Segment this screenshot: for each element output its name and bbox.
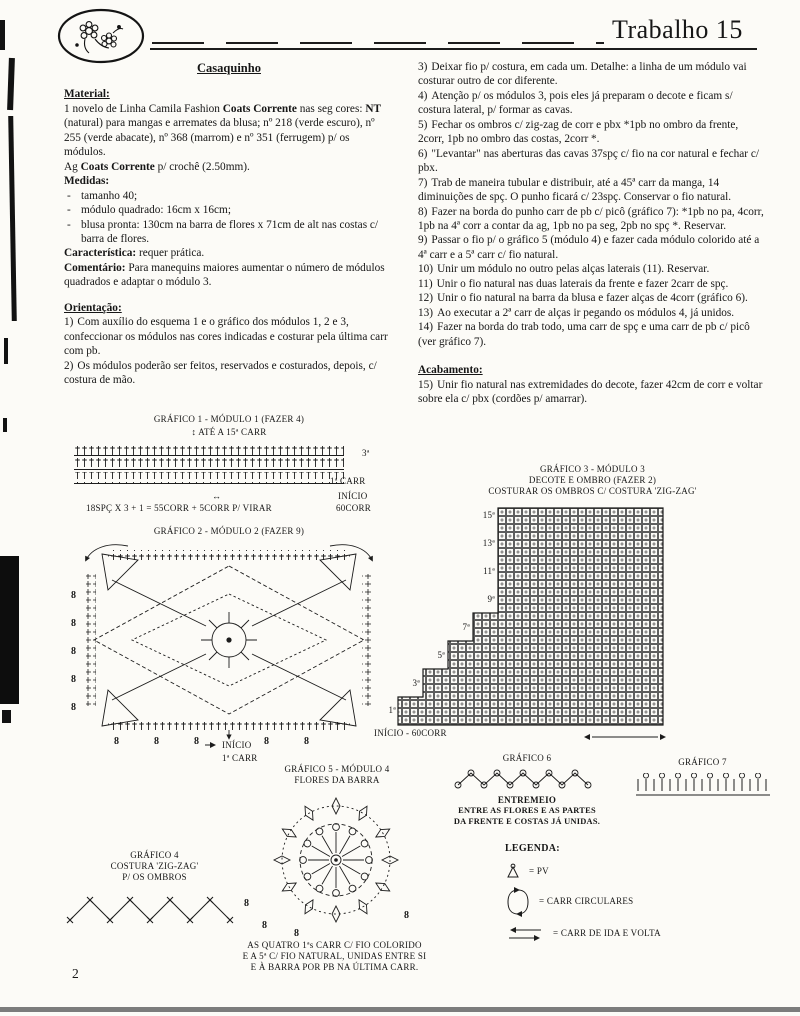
header-rule: [150, 48, 757, 50]
item-text: Unir fio natural nas extremidades do decote, fazer 42cm de corr e voltar sobre ela c/ pbx (cordões p/ amarrar).: [418, 378, 763, 405]
stitch-symbol: 8: [71, 618, 76, 629]
item-text: Trab de maneira tubular e distribuir, até a 45ª carr da manga, 14 diminuições de spç. O punho ficará c/ 23spç. Conservar o fio natural.: [418, 176, 732, 204]
stitch-symbol: 8: [71, 674, 76, 685]
pv-symbol-icon: [505, 863, 521, 880]
grafico1-chain-label: 60CORR: [336, 503, 372, 513]
instruction-item: [418, 306, 766, 320]
item-text: Fazer na borda do trab todo, uma carr de spç e uma carr de pb c/ picô (ver gráfico 7).: [418, 321, 750, 348]
left-column: [64, 60, 394, 388]
item-text: Unir o fio natural nas duas laterais da frente e fazer 2carr de spç.: [436, 277, 729, 290]
legenda-row-circular: [505, 885, 755, 919]
dash-bullet: -: [67, 204, 71, 217]
hook-paragraph: [64, 160, 394, 174]
legenda-heading: LEGENDA:: [505, 843, 560, 854]
grafico5-caption3: E À BARRA POR PB NA ÚLTIMA CARR.: [250, 961, 419, 972]
right-arrow-icon: [204, 741, 218, 749]
stitch-symbol: 8: [154, 736, 159, 746]
medidas-item: [64, 218, 394, 247]
grafico2-inicio: [204, 740, 252, 751]
item-number: 2): [64, 359, 74, 372]
medidas-text: blusa pronta: 130cm na barra de flores x 71cm de alt nas costas c/ barra de flores.: [81, 218, 379, 245]
scan-artifact: [0, 20, 5, 50]
page-number: 2: [72, 966, 79, 981]
grafico2-inicio-text: INÍCIO: [222, 740, 252, 750]
stitch-symbol: 8: [304, 736, 309, 746]
scan-artifact: [7, 58, 15, 110]
scan-artifact: [2, 710, 11, 723]
item-number: 15): [418, 378, 434, 391]
text-run: nas seg cores:: [296, 102, 366, 115]
grafico5-title: [252, 764, 422, 786]
grafico6-caption3: DA FRENTE E COSTAS JÁ UNIDAS.: [453, 816, 601, 826]
stitch-symbol: 8: [194, 736, 199, 746]
grafico5-caption1: AS QUATRO 1ªs CARR C/ FIO COLORIDO: [247, 940, 422, 950]
stitch-symbol: 8: [114, 736, 119, 746]
legenda-pv-text: = PV: [529, 865, 549, 876]
grafico6-caption1: ENTREMEIO: [497, 794, 557, 805]
grafico2: [62, 526, 396, 772]
dash-bullet: -: [67, 218, 71, 231]
item-number: 7): [418, 176, 428, 189]
item-text: Passar o fio p/ o gráfico 5 (módulo 4) e fazer cada módulo colorido até a 4ª carr e a 5ª carr c/ fio natural.: [418, 234, 760, 261]
grafico4-line2: COSTURA 'ZIG-ZAG': [110, 860, 199, 871]
grafico3-row-label: 15ª: [482, 510, 495, 520]
grafico3-inicio-label: INÍCIO - 60CORR: [374, 728, 447, 738]
item-number: 9): [418, 234, 428, 247]
grafico5-chart: [238, 788, 434, 938]
material-paragraph: [64, 102, 394, 160]
item-number: 4): [418, 89, 428, 102]
stitch-symbol: 8: [71, 646, 76, 657]
right-column: [418, 60, 766, 406]
instruction-item: [418, 277, 766, 291]
stitch-symbol: 8: [404, 910, 409, 921]
article-title: Casaquinho: [197, 61, 261, 75]
orientacao-heading: Orientação:: [64, 301, 122, 314]
stitch-symbol: 8: [264, 736, 269, 746]
medidas-item: [64, 203, 394, 217]
comentario-text: Para manequins maiores aumentar o número de módulos quadrados e adaptar o módulo 3.: [64, 261, 385, 289]
medidas-item: [64, 189, 394, 203]
back-and-forth-rows-icon: [505, 926, 545, 942]
instruction-item: [418, 291, 766, 305]
caracteristica-text: requer prática.: [136, 247, 205, 260]
comentario-line: [64, 261, 394, 290]
scan-bottom-edge: [0, 1007, 800, 1012]
instruction-item: [64, 359, 394, 388]
instruction-item: [418, 205, 766, 234]
grafico1-title: GRÁFICO 1 - MÓDULO 1 (FAZER 4): [153, 414, 305, 424]
grafico2-chart: [68, 540, 390, 746]
material-heading: Material:: [64, 88, 110, 101]
item-number: 10): [418, 263, 434, 276]
grafico1-row1-label: 1ª CARR: [330, 476, 366, 486]
grafico4-line3: P/ OS OMBROS: [122, 871, 187, 882]
item-text: Fazer na borda do punho carr de pb c/ picô (gráfico 7): *1pb no pa, 4corr, 1pb na 4ª corr a contar da ag, 1pb no pa seg, 2pb no spç *. Reservar.: [418, 205, 764, 232]
caracteristica-label: Característica:: [64, 247, 137, 260]
item-text: Unir um módulo no outro pelas alças laterais (11). Reservar.: [437, 263, 710, 276]
grafico1-formula: 18SPÇ X 3 + 1 = 55CORR + 5CORR P/ VIRAR: [86, 503, 272, 513]
item-text: Atenção p/ os módulos 3, pois eles já preparam o decote e ficam s/ costura lateral, p/ formar as cavas.: [418, 89, 733, 117]
grafico6-caption2: ENTRE AS FLORES E AS PARTES: [458, 806, 596, 816]
dash-bullet: -: [67, 189, 71, 202]
item-number: 13): [418, 306, 434, 319]
grafico3-title1: GRÁFICO 3 - MÓDULO 3: [539, 464, 645, 474]
scan-artifact: [4, 338, 8, 364]
caracteristica-line: [64, 246, 394, 260]
item-number: 3): [418, 61, 428, 73]
grafico7: [630, 757, 775, 801]
publisher-logo: [55, 7, 147, 65]
item-text: Fechar os ombros c/ zig-zag de corr e pbx *1pb no ombro da frente, 2corr, 1pb no ombro das costas, 2corr *.: [418, 118, 739, 146]
item-number: 1): [64, 316, 74, 329]
instruction-item: [418, 176, 766, 205]
grafico2-title: GRÁFICO 2 - MÓDULO 2 (FAZER 9): [153, 526, 305, 536]
item-text: "Levantar" nas aberturas das cavas 37spç c/ fio na cor natural e fechar c/ pbx.: [418, 147, 759, 175]
medidas-text: tamanho 40;: [81, 189, 138, 202]
grafico3-row-label: 5ª: [437, 650, 445, 660]
stitch-symbol: 8: [71, 590, 76, 601]
circular-rows-icon: [505, 885, 531, 919]
grafico5-caption: [232, 940, 437, 973]
item-text: Deixar fio p/ costura, em cada um. Detalhe: a linha de um módulo vai costurar outro de cor diferente.: [418, 61, 747, 88]
instruction-item: [418, 320, 766, 349]
text-run: 1 novelo de Linha Camila Fashion: [64, 102, 223, 115]
grafico7-title: GRÁFICO 7: [678, 757, 727, 767]
grafico3-title3: COSTURAR OS OMBROS C/ COSTURA 'ZIG-ZAG': [488, 485, 697, 496]
brand-name: Coats Corrente: [222, 102, 297, 115]
item-number: 12): [418, 292, 434, 305]
instruction-item: [64, 315, 394, 358]
item-text: Unir o fio natural na barra da blusa e fazer alças de 4corr (gráfico 6).: [437, 292, 748, 305]
instruction-item: [418, 89, 766, 118]
item-text: Ao executar a 2ª carr de alças ir pegando os módulos 4, já unidos.: [437, 306, 735, 319]
grafico4-chart: [62, 888, 242, 930]
legenda-row-pv: [505, 863, 755, 880]
grafico3-row-label: 7ª: [462, 622, 470, 632]
page-title-text: Trabalho 15: [612, 15, 743, 44]
grafico3: [374, 500, 678, 755]
text-run: Ag: [64, 160, 81, 173]
color-code: NT: [365, 102, 382, 115]
grafico5-caption2: E A 5ª C/ FIO NATURAL, UNIDAS ENTRE SI: [242, 950, 427, 961]
stitch-symbol: 8: [262, 920, 267, 931]
item-number: 8): [418, 205, 428, 218]
grafico3-title2: DECOTE E OMBRO (FAZER 2): [528, 474, 657, 485]
scan-artifact: [3, 418, 7, 432]
grafico1: [62, 414, 396, 516]
page-title: [612, 15, 743, 45]
instruction-item: [418, 378, 766, 407]
header-dashed-line: [152, 42, 604, 44]
legenda: [505, 843, 755, 942]
grafico4-title: GRÁFICO 4: [130, 850, 179, 860]
scan-artifact: [0, 556, 19, 704]
grafico1-top-label: [62, 427, 396, 438]
item-number: 14): [418, 321, 434, 334]
item-number: 5): [418, 118, 428, 131]
grafico6-title: GRÁFICO 6: [502, 753, 552, 763]
grafico2-row1-label: 1ª CARR: [222, 753, 258, 763]
comentario-label: Comentário:: [64, 261, 126, 274]
instruction-item: [418, 118, 766, 147]
item-number: 11): [418, 277, 433, 290]
grafico3-row-label: 1ª: [388, 705, 396, 715]
grafico1-top-label-text: ATÉ A 15ª CARR: [198, 426, 267, 437]
grafico3-row-label: 3ª: [412, 678, 420, 688]
grafico1-row3-label: 3ª: [362, 448, 370, 458]
grafico1-inicio-label: INÍCIO: [338, 491, 368, 501]
scan-artifact: [8, 116, 17, 321]
grafico3-row-label: 11ª: [483, 566, 495, 576]
instruction-item: [418, 60, 766, 89]
medidas-text: módulo quadrado: 16cm x 16cm;: [81, 204, 231, 217]
grafico3-row-label: 13ª: [482, 538, 495, 548]
grafico5-title1: GRÁFICO 5 - MÓDULO 4: [284, 764, 390, 774]
instruction-item: [418, 233, 766, 262]
grafico3-title: [420, 464, 765, 497]
legenda-row-ida-volta: [505, 926, 755, 942]
grafico4: [62, 850, 247, 930]
grafico6-chart: [452, 766, 602, 792]
acabamento-heading: Acabamento:: [418, 364, 483, 377]
legenda-ida-volta-text: = CARR DE IDA E VOLTA: [553, 928, 661, 939]
item-text: Os módulos poderão ser feitos, reservados e costurados, depois, c/ costura de mão.: [64, 359, 377, 387]
item-number: 6): [418, 147, 428, 160]
grafico7-chart: [634, 771, 772, 801]
grafico3-chart: [378, 500, 678, 750]
stitch-symbol: 8: [71, 702, 76, 713]
instruction-item: [418, 147, 766, 176]
updown-arrow-icon: ↕: [191, 426, 197, 437]
item-text: Com auxílio do esquema 1 e o gráfico dos módulos 1, 2 e 3, confeccionar os módulos nas cores indicadas e costurar pela última carr com pb.: [64, 316, 388, 358]
stitch-symbol: 8: [244, 898, 249, 909]
text-run: (natural) para mangas e arremates da blusa; nº 218 (verde escuro), nº 255 (verde abacate), nº 368 (marrom) e nº 351 (ferrugem) p/ os módulos.: [64, 117, 375, 159]
brand-name: Coats Corrente: [80, 160, 155, 173]
medidas-heading: Medidas:: [64, 175, 110, 188]
flowers-stamp-icon: [55, 7, 147, 65]
grafico3-row-label: 9ª: [487, 594, 495, 604]
grafico6: [448, 753, 606, 827]
grafico1-chart: [74, 444, 354, 490]
legenda-circular-text: = CARR CIRCULARES: [539, 896, 634, 907]
instruction-item: [418, 262, 766, 276]
stitch-symbol: 8: [294, 928, 299, 938]
leftright-arrow-icon: ↔: [212, 491, 222, 501]
text-run: p/ crochê (2.50mm).: [154, 160, 250, 173]
grafico5-title2: FLORES DA BARRA: [294, 774, 380, 785]
